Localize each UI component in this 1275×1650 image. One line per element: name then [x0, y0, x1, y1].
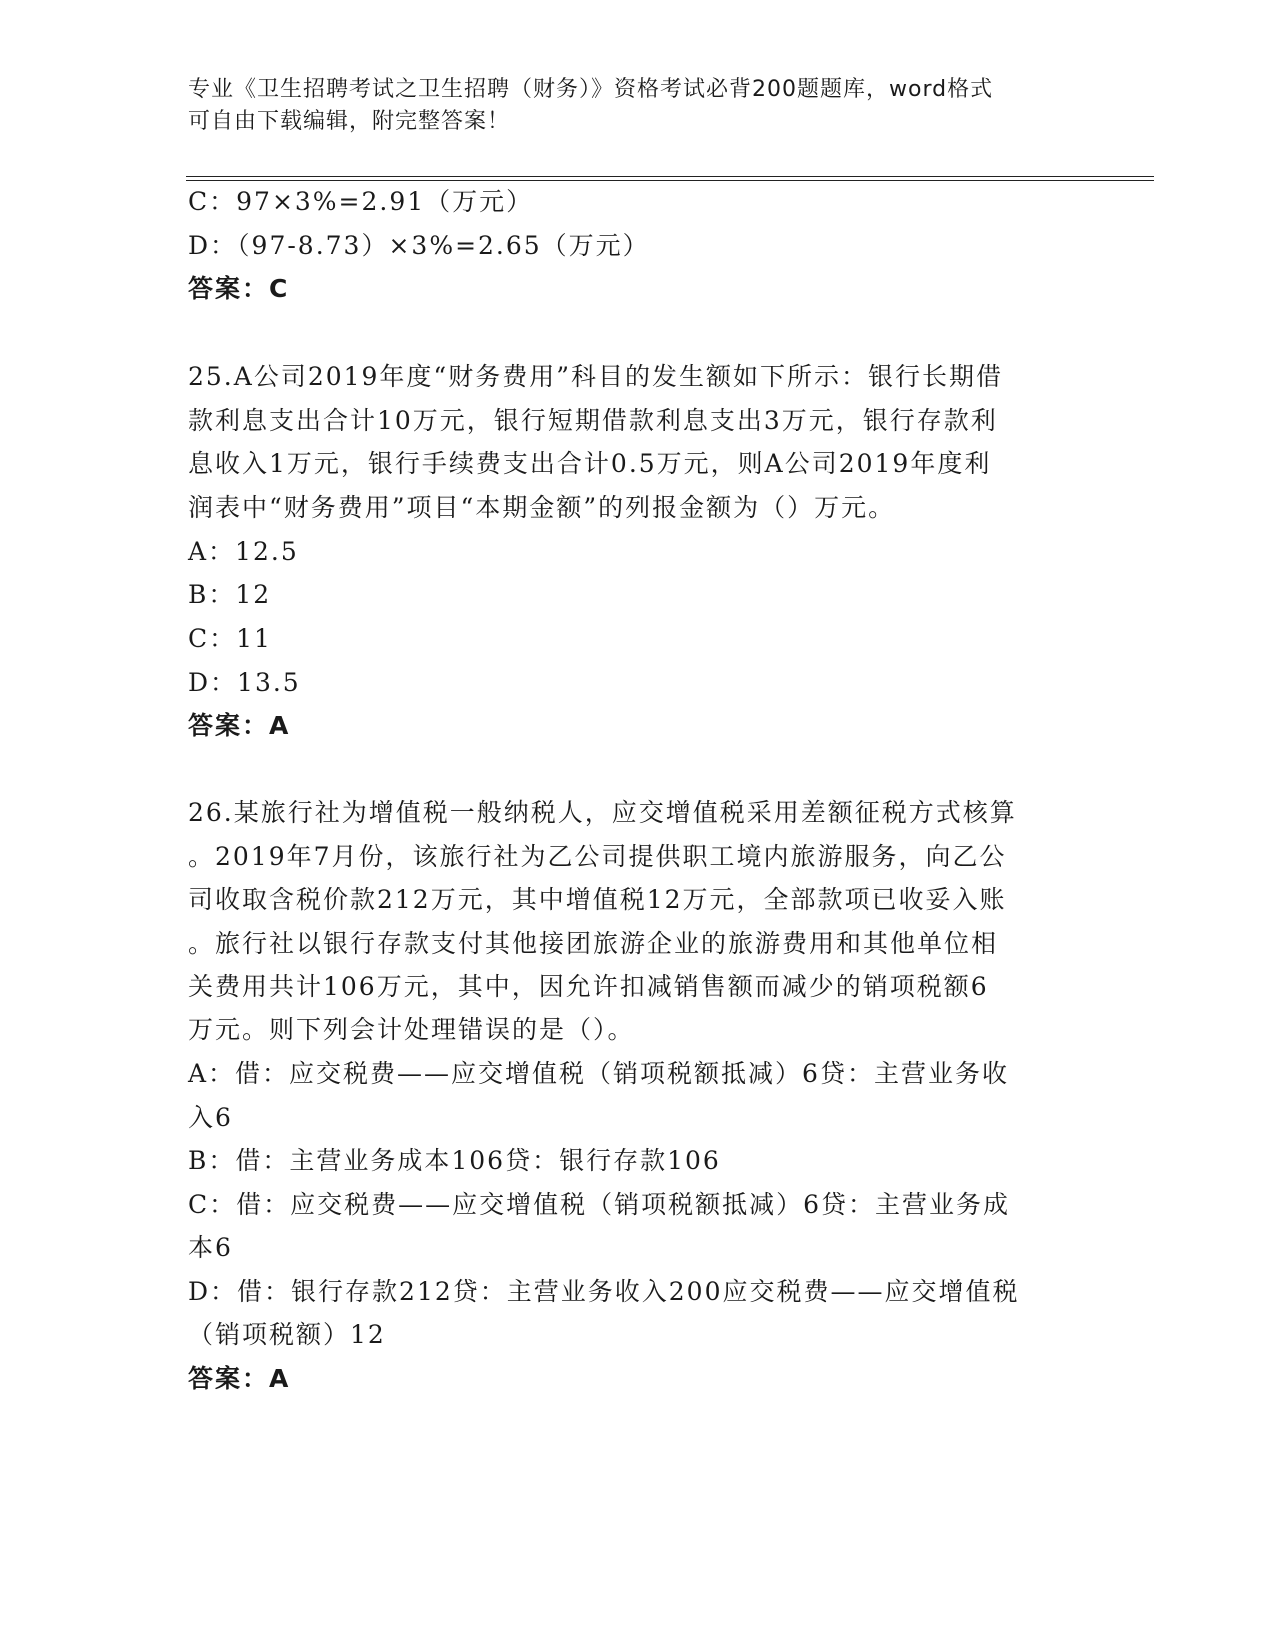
option-c: C：11: [188, 624, 272, 653]
header-title-line: 专业《卫生招聘考试之卫生招聘（财务）》资格考试必背200题题库，word格式: [188, 77, 994, 102]
option-d: D：（97-8.73）×3%=2.65（万元）: [188, 231, 650, 260]
document-header: [188, 74, 1058, 138]
question-26-text: 26.某旅行社为增值税一般纳税人，应交增值税采用差额征税方式核算: [188, 798, 1017, 827]
option-c: C：借：应交税费——应交增值税（销项税额抵减）6贷：主营业务成: [188, 1190, 1011, 1219]
option-a-continued: 入6: [188, 1103, 233, 1132]
option-a: A：借：应交税费——应交增值税（销项税额抵减）6贷：主营业务收: [188, 1059, 1009, 1088]
option-c: C：97×3%=2.91（万元）: [188, 187, 534, 216]
option-b: B：12: [188, 580, 272, 609]
option-a: A：12.5: [188, 537, 299, 566]
question-26-text: 。2019年7月份，该旅行社为乙公司提供职工境内旅游服务，向乙公: [188, 842, 1007, 871]
question-26-text: 万元。则下列会计处理错误的是（）。: [188, 1015, 635, 1044]
option-d: D：13.5: [188, 668, 301, 697]
question-26-text: 。旅行社以银行存款支付其他接团旅游企业的旅游费用和其他单位相: [188, 929, 999, 958]
option-c-continued: 本6: [188, 1233, 233, 1262]
question-26-text: 关费用共计106万元，其中，因允许扣减销售额而减少的销项税额6: [188, 972, 989, 1001]
option-d-continued: （销项税额）12: [188, 1320, 386, 1349]
question-25-text: 息收入1万元，银行手续费支出合计0.5万元，则A公司2019年度利: [188, 449, 992, 478]
question-25-text: 25.A公司2019年度“财务费用”科目的发生额如下所示：银行长期借: [188, 362, 1003, 391]
question-26-text: 司收取含税价款212万元，其中增值税12万元，全部款项已收妥入账: [188, 885, 1007, 914]
answer-label: 答案：C: [188, 274, 290, 303]
answer-label: 答案：A: [188, 1364, 291, 1393]
header-subtitle-line: 可自由下载编辑，附完整答案！: [188, 109, 511, 134]
question-25-text: 润表中“财务费用”项目“本期金额”的列报金额为（）万元。: [188, 493, 896, 522]
option-b: B：借：主营业务成本106贷：银行存款106: [188, 1146, 721, 1175]
header-divider: [186, 176, 1154, 181]
answer-label: 答案：A: [188, 711, 291, 740]
option-d: D：借：银行存款212贷：主营业务收入200应交税费——应交增值税: [188, 1277, 1020, 1306]
question-25-text: 款利息支出合计10万元，银行短期借款利息支出3万元，银行存款利: [188, 406, 998, 435]
